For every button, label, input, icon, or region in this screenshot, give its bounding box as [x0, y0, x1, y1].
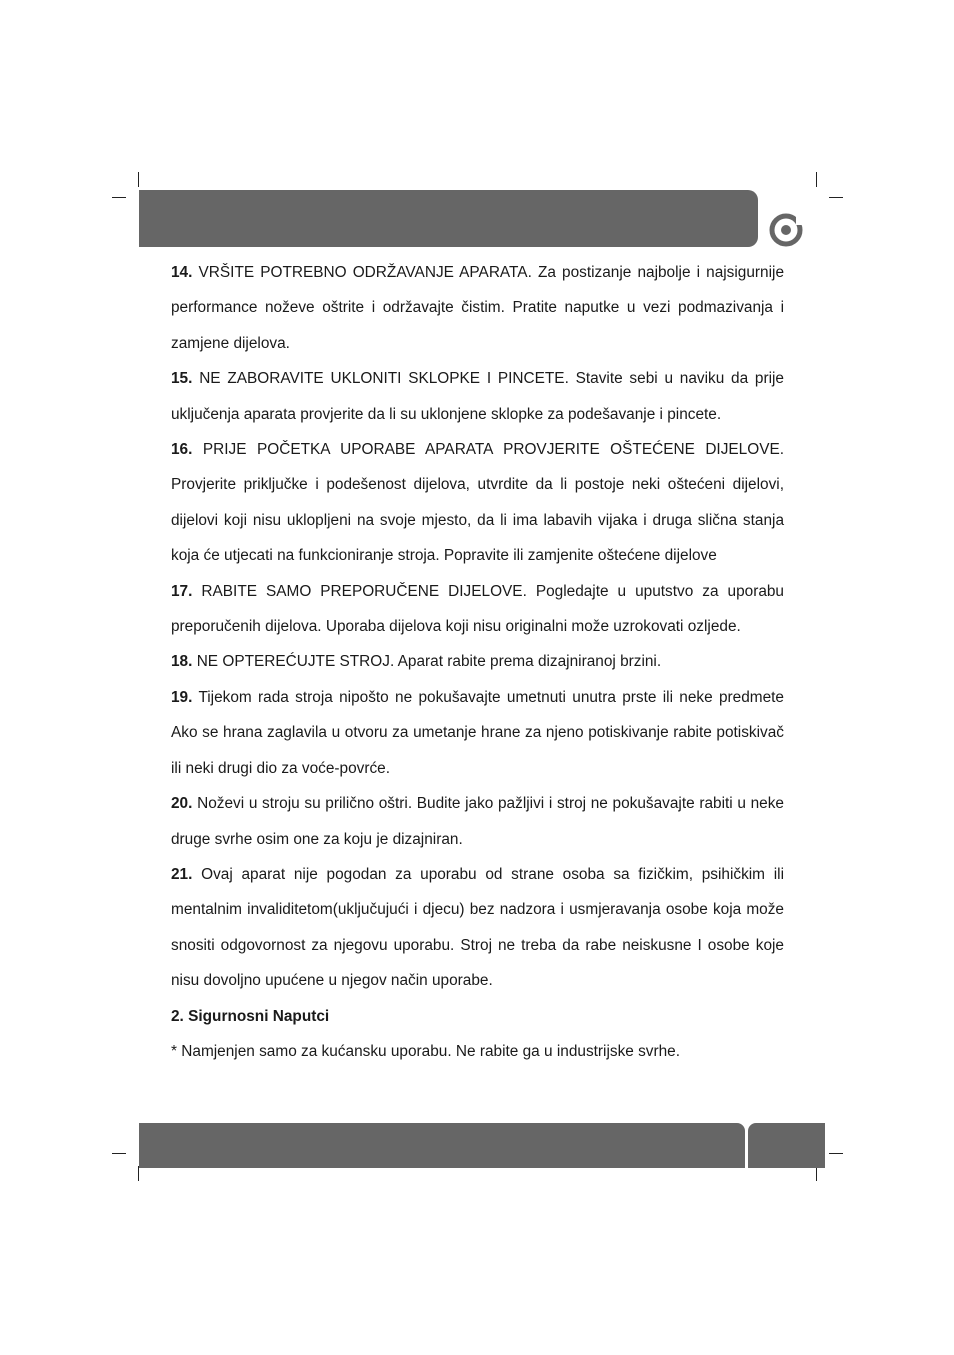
crop-mark	[112, 197, 126, 198]
crop-mark	[816, 1166, 817, 1181]
crop-mark	[138, 172, 139, 187]
paragraph-15: 15. NE ZABORAVITE UKLONITI SKLOPKE I PINCETE. Stavite sebi u naviku da prije uključenja aparata provjerite da li su uklonjene sklopke za podešavanje i pincete.	[171, 370, 784, 423]
section-title: 2. Sigurnosni Naputci	[171, 1007, 330, 1025]
header-bar	[139, 190, 758, 247]
paragraph-14: 14. VRŠITE POTREBNO ODRŽAVANJE APARATA. Za postizanje najbolje i najsigurnije performance noževe oštrite i održavajte čistim. Pratite naputke u vezi podmazivanja i zamjene dijelova.	[171, 264, 784, 352]
paragraph-16: 16. PRIJE POČETKA UPORABE APARATA PROVJERITE OŠTEĆENE DIJELOVE. Provjerite priključke i podešenost dijelova, utvrdite da li postoje neki oštećeni dijelovi, dijelovi koji nisu uklopljeni na svoje mjesto, da li ima labavih vijaka i druga slična stanja koja će utjecati na funkcioniranje stroja. Popravite ili zamjenite oštećene dijelove	[171, 441, 785, 565]
crop-mark	[112, 1153, 126, 1154]
crop-mark	[829, 1153, 843, 1154]
section-text: * Namjenjen samo za kućansku uporabu. Ne rabite ga u industrijske svrhe.	[171, 1042, 681, 1060]
brand-logo-icon	[768, 211, 806, 249]
paragraph-17: 17. RABITE SAMO PREPORUČENE DIJELOVE. Pogledajte u uputstvo za uporabu preporučenih dijelova. Uporaba dijelova koji nisu originalni može uzrokovati ozljede.	[171, 582, 784, 636]
paragraph-20: 20. Noževi u stroju su prilično oštri. Budite jako pažljivi i stroj ne pokušavajte rabiti u neke druge svrhe osim one za koju je dizajniran.	[171, 795, 784, 848]
footer-bar	[139, 1123, 745, 1168]
crop-mark	[829, 197, 843, 198]
crop-mark	[816, 172, 817, 187]
paragraph-18: 18. NE OPTEREĆUJTE STROJ. Aparat rabite prema dizajniranoj brzini.	[171, 653, 662, 671]
document-body	[171, 255, 784, 1069]
crop-mark	[138, 1166, 139, 1181]
footer-page-tab	[748, 1123, 825, 1168]
paragraph-21: 21. Ovaj aparat nije pogodan za uporabu od strane osoba sa fizičkim, psihičkim ili mentalnim invaliditetom(uključujući i djecu) bez nadzora i usmjeravanja osobe koja može snositi odgovornost za njegovu uporabu. Stroj ne treba da rabe neiskusne I osobe koje nisu dovoljno upućene u njegov način uporabe.	[171, 865, 784, 990]
paragraph-19: 19. Tijekom rada stroja nipošto ne pokušavajte umetnuti unutra prste ili neke predmete Ako se hrana zaglavila u otvoru za umetanje hrane za njeno potiskivanje rabite potiskivač ili neki drugi dio za voće-povrće.	[171, 688, 784, 777]
